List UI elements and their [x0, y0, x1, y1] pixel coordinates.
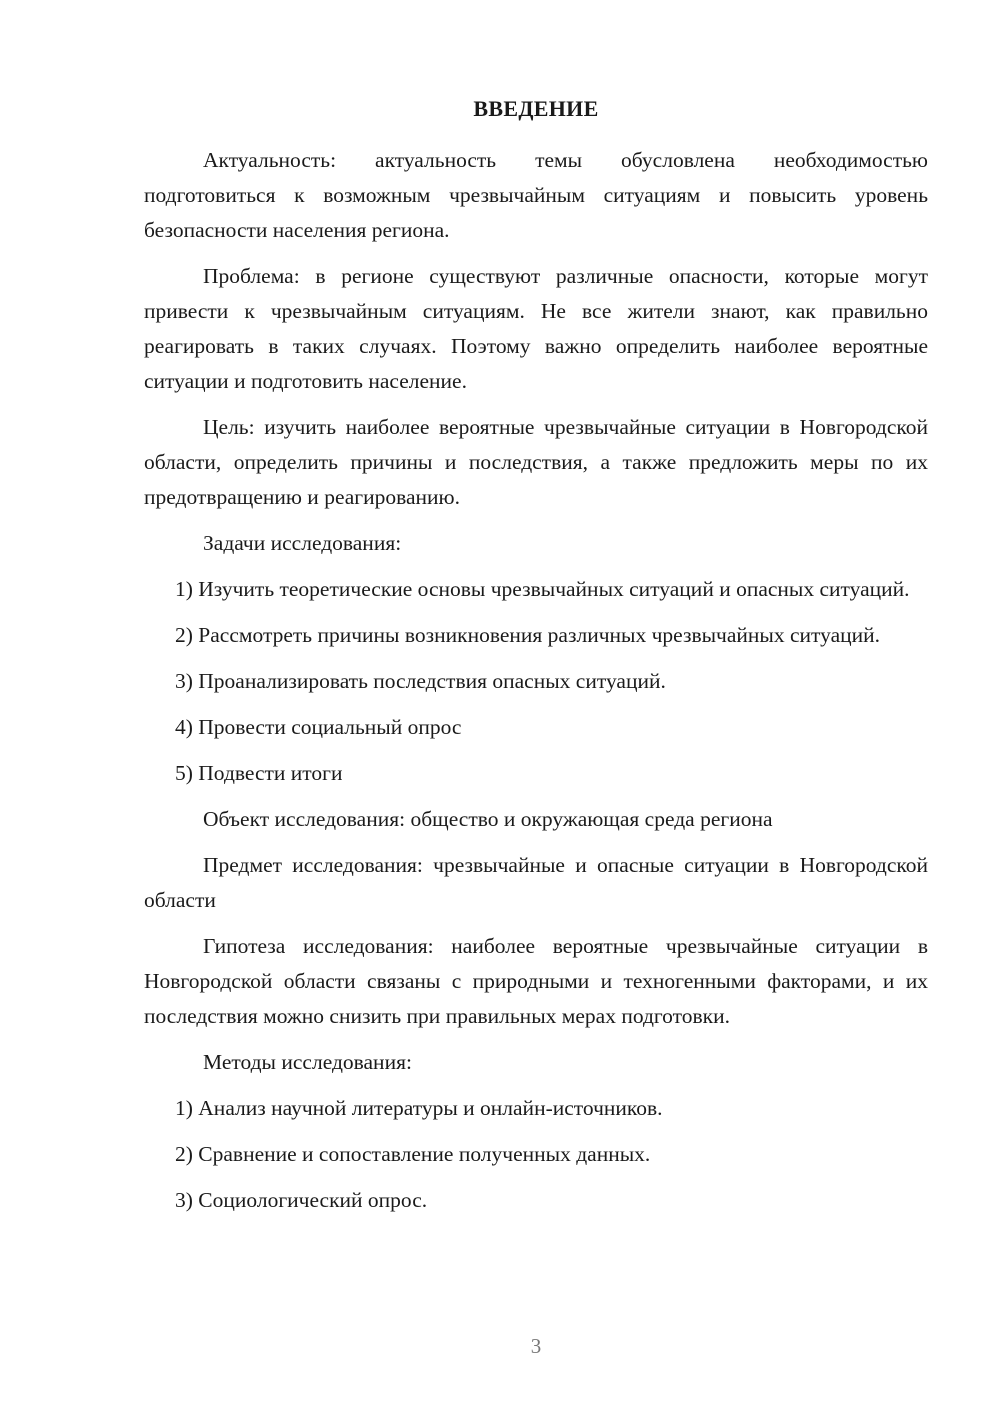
task-item: 3) Проанализировать последствия опасных ситуаций.	[175, 669, 666, 693]
task-item: 5) Подвести итоги	[175, 761, 343, 785]
method-item: 3) Социологический опрос.	[175, 1188, 428, 1212]
paragraph-problem: Проблема: в регионе существуют различные опасности, которые могут привести к чрезвычайным ситуациям. Не все жители знают, как правильно реагировать в таких случаях. Поэтому важно определить наиболее вероятные ситуации и подготовить население.	[144, 264, 928, 393]
paragraph-subject: Предмет исследования: чрезвычайные и опасные ситуации в Новгородской области	[144, 853, 928, 912]
paragraph-methods-heading: Методы исследования:	[203, 1050, 412, 1074]
task-item: 2) Рассмотреть причины возникновения различных чрезвычайных ситуаций.	[175, 623, 881, 647]
paragraph-relevance: Актуальность: актуальность темы обусловлена необходимостью подготовиться к возможным чрезвычайным ситуациям и повысить уровень безопасности населения региона.	[144, 148, 928, 242]
task-item: 4) Провести социальный опрос	[175, 715, 462, 739]
method-item: 1) Анализ научной литературы и онлайн-источников.	[175, 1096, 663, 1120]
page-number: 3	[530, 1334, 542, 1358]
paragraph-object: Объект исследования: общество и окружающая среда региона	[203, 807, 773, 831]
method-item: 2) Сравнение и сопоставление полученных данных.	[175, 1142, 651, 1166]
paragraph-tasks-heading: Задачи исследования:	[203, 531, 402, 555]
paragraph-hypothesis: Гипотеза исследования: наиболее вероятные чрезвычайные ситуации в Новгородской области связаны с природными и техногенными факторами, и их последствия можно снизить при правильных мерах подготовки.	[144, 934, 928, 1028]
task-item: 1) Изучить теоретические основы чрезвычайных ситуаций и опасных ситуаций.	[175, 577, 910, 601]
document-body	[144, 143, 928, 1229]
paragraph-goal: Цель: изучить наиболее вероятные чрезвычайные ситуации в Новгородской области, определить причины и последствия, а также предложить меры по их предотвращению и реагированию.	[144, 415, 928, 509]
page-title: ВВЕДЕНИЕ	[473, 96, 599, 121]
